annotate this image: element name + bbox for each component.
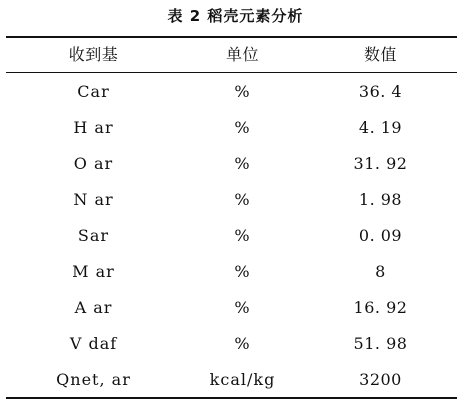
base-cell: O ar (73, 154, 114, 173)
value-cell: 0. 09 (358, 226, 403, 245)
table-row (6, 290, 457, 326)
value-cell: 31. 92 (353, 154, 408, 173)
bottom-rule (6, 397, 457, 399)
header-value: 数值 (363, 45, 397, 64)
table-row (6, 218, 457, 254)
unit-cell: % (234, 226, 251, 245)
base-cell: V daf (69, 334, 118, 353)
table-row (6, 326, 457, 362)
table-row (6, 182, 457, 218)
unit-cell: % (234, 334, 251, 353)
table-row (6, 254, 457, 290)
unit-cell: % (234, 298, 251, 317)
header-rule (6, 72, 457, 73)
table-row (6, 146, 457, 182)
base-cell: Car (77, 82, 110, 101)
value-cell: 36. 4 (358, 82, 403, 101)
base-cell: A ar (74, 298, 113, 317)
header-base: 收到基 (68, 45, 119, 64)
value-cell: 4. 19 (358, 118, 403, 137)
unit-cell: % (234, 262, 251, 281)
header-unit: 单位 (225, 45, 259, 64)
unit-cell: % (234, 154, 251, 173)
top-rule (6, 36, 457, 38)
value-cell: 8 (375, 262, 386, 281)
base-cell: Qnet, ar (56, 370, 131, 389)
table-row (6, 362, 457, 398)
base-cell: N ar (73, 190, 114, 209)
value-cell: 1. 98 (358, 190, 403, 209)
base-cell: M ar (72, 262, 115, 281)
table-row (6, 110, 457, 146)
base-cell: Sar (77, 226, 110, 245)
value-cell: 3200 (359, 370, 402, 389)
unit-cell: % (234, 118, 251, 137)
table-header (6, 40, 457, 70)
base-cell: H ar (73, 118, 114, 137)
table-row (6, 74, 457, 110)
unit-cell: % (234, 82, 251, 101)
header-row (6, 40, 457, 70)
unit-cell: % (234, 190, 251, 209)
value-cell: 16. 92 (353, 298, 408, 317)
value-cell: 51. 98 (353, 334, 408, 353)
table-body (6, 74, 457, 396)
table-title: 表 2 稻壳元素分析 (167, 7, 304, 25)
unit-cell: kcal/kg (209, 370, 276, 389)
